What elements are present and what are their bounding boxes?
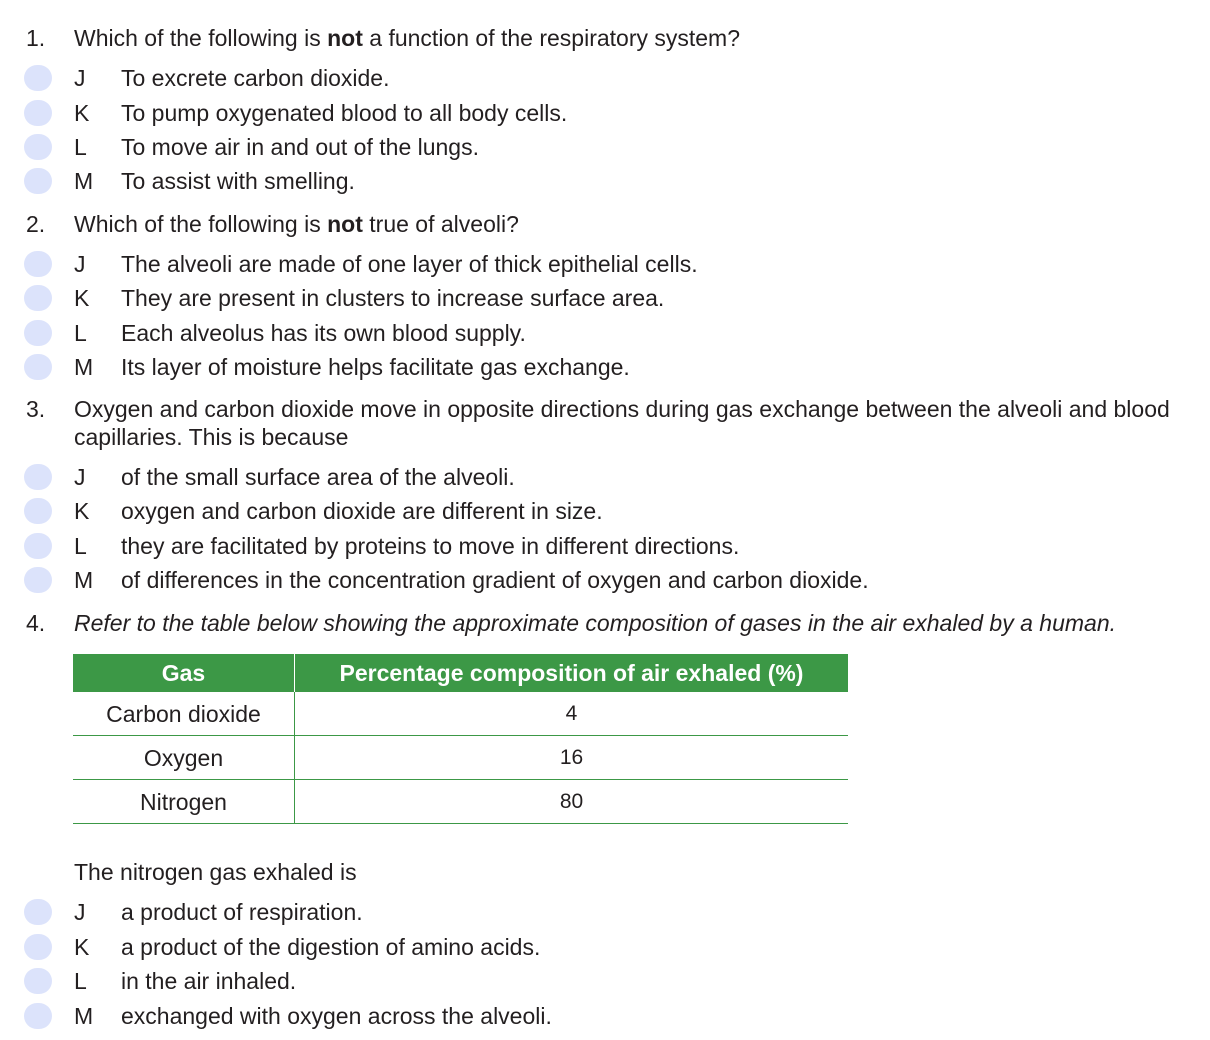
option-text: of the small surface area of the alveoli.	[121, 464, 515, 490]
radio-button[interactable]	[24, 251, 52, 277]
question-text	[74, 210, 1194, 238]
option-letter: J	[74, 899, 86, 925]
option-letter: L	[74, 968, 87, 994]
table-cell-percentage: 4	[295, 692, 849, 736]
option-text: To pump oxygenated blood to all body cells.	[121, 100, 568, 126]
q1-option-j[interactable]	[0, 62, 1210, 96]
q2-option-k[interactable]	[0, 282, 1210, 316]
question-text	[74, 395, 1194, 451]
data-table	[73, 654, 848, 824]
question-text-emphasis: not	[327, 25, 363, 51]
option-text: Each alveolus has its own blood supply.	[121, 320, 526, 346]
option-letter: J	[74, 65, 86, 91]
question-number: 2.	[26, 211, 46, 237]
table-cell-gas: Carbon dioxide	[73, 692, 295, 736]
radio-button[interactable]	[24, 320, 52, 346]
table-row	[73, 780, 848, 824]
option-text: they are facilitated by proteins to move in different directions.	[121, 533, 740, 559]
option-letter: M	[74, 354, 94, 380]
radio-button[interactable]	[24, 134, 52, 160]
option-text: To assist with smelling.	[121, 168, 355, 194]
q3-option-l[interactable]	[0, 530, 1210, 564]
question-number: 1.	[26, 25, 46, 51]
radio-button[interactable]	[24, 1003, 52, 1029]
option-letter: L	[74, 320, 87, 346]
q1-option-l[interactable]	[0, 131, 1210, 165]
radio-button[interactable]	[24, 285, 52, 311]
q4-option-k[interactable]	[0, 931, 1210, 965]
option-letter: K	[74, 498, 90, 524]
option-letter: J	[74, 464, 86, 490]
option-letter: J	[74, 251, 86, 277]
q2-option-m[interactable]	[0, 351, 1210, 385]
question-text-part: Which of the following is	[74, 25, 328, 51]
q4-option-l[interactable]	[0, 965, 1210, 999]
radio-button[interactable]	[24, 498, 52, 524]
option-text: exchanged with oxygen across the alveoli.	[121, 1003, 552, 1029]
option-letter: K	[74, 934, 90, 960]
radio-button[interactable]	[24, 567, 52, 593]
q2-option-j[interactable]	[0, 248, 1210, 282]
question-text-part: a function of the respiratory system?	[362, 25, 741, 51]
option-text: To excrete carbon dioxide.	[121, 65, 390, 91]
table-cell-gas: Oxygen	[73, 736, 295, 780]
option-text: The alveoli are made of one layer of thick epithelial cells.	[121, 251, 698, 277]
q1-option-m[interactable]	[0, 165, 1210, 199]
column-header-percentage: Percentage composition of air exhaled (%)	[295, 654, 849, 692]
option-letter: L	[74, 134, 87, 160]
option-text: They are present in clusters to increase surface area.	[121, 285, 665, 311]
table-cell-gas: Nitrogen	[73, 780, 295, 824]
option-text: Its layer of moisture helps facilitate gas exchange.	[121, 354, 630, 380]
option-letter: M	[74, 1003, 94, 1029]
table-row	[73, 736, 848, 780]
q3-option-k[interactable]	[0, 495, 1210, 529]
question-stem: The nitrogen gas exhaled is	[74, 859, 357, 885]
column-header-gas: Gas	[73, 654, 295, 692]
question-text-emphasis: not	[327, 211, 363, 237]
question-text: Refer to the table below showing the approximate composition of gases in the air exhaled by a human.	[74, 610, 1117, 636]
q1-option-k[interactable]	[0, 97, 1210, 131]
table-row	[73, 692, 848, 736]
question-text	[74, 24, 1194, 52]
option-letter: M	[74, 567, 94, 593]
question-number: 4.	[26, 610, 46, 636]
question-number: 3.	[26, 396, 46, 422]
radio-button[interactable]	[24, 464, 52, 490]
q4-option-m[interactable]	[0, 1000, 1210, 1034]
radio-button[interactable]	[24, 168, 52, 194]
table-cell-percentage: 16	[295, 736, 849, 780]
radio-button[interactable]	[24, 533, 52, 559]
option-text: To move air in and out of the lungs.	[121, 134, 479, 160]
option-text: in the air inhaled.	[121, 968, 297, 994]
option-letter: M	[74, 168, 94, 194]
radio-button[interactable]	[24, 100, 52, 126]
q3-option-j[interactable]	[0, 461, 1210, 495]
option-letter: K	[74, 100, 90, 126]
question-text-line: Oxygen and carbon dioxide move in opposite directions during gas exchange between the alveoli and blood	[74, 396, 1170, 422]
q2-option-l[interactable]	[0, 317, 1210, 351]
radio-button[interactable]	[24, 65, 52, 91]
option-letter: K	[74, 285, 90, 311]
option-text: oxygen and carbon dioxide are different in size.	[121, 498, 603, 524]
table-header-row	[73, 654, 848, 692]
radio-button[interactable]	[24, 968, 52, 994]
radio-button[interactable]	[24, 934, 52, 960]
question-text-line: capillaries. This is because	[74, 424, 349, 450]
option-letter: L	[74, 533, 87, 559]
radio-button[interactable]	[24, 899, 52, 925]
option-text: a product of the digestion of amino acids.	[121, 934, 541, 960]
table-cell-percentage: 80	[295, 780, 849, 824]
gas-composition-table	[73, 654, 848, 824]
q4-option-j[interactable]	[0, 896, 1210, 930]
question-text-part: Which of the following is	[74, 211, 328, 237]
radio-button[interactable]	[24, 354, 52, 380]
q3-option-m[interactable]	[0, 564, 1210, 598]
option-text: of differences in the concentration gradient of oxygen and carbon dioxide.	[121, 567, 869, 593]
question-text-part: true of alveoli?	[362, 211, 519, 237]
option-text: a product of respiration.	[121, 899, 363, 925]
